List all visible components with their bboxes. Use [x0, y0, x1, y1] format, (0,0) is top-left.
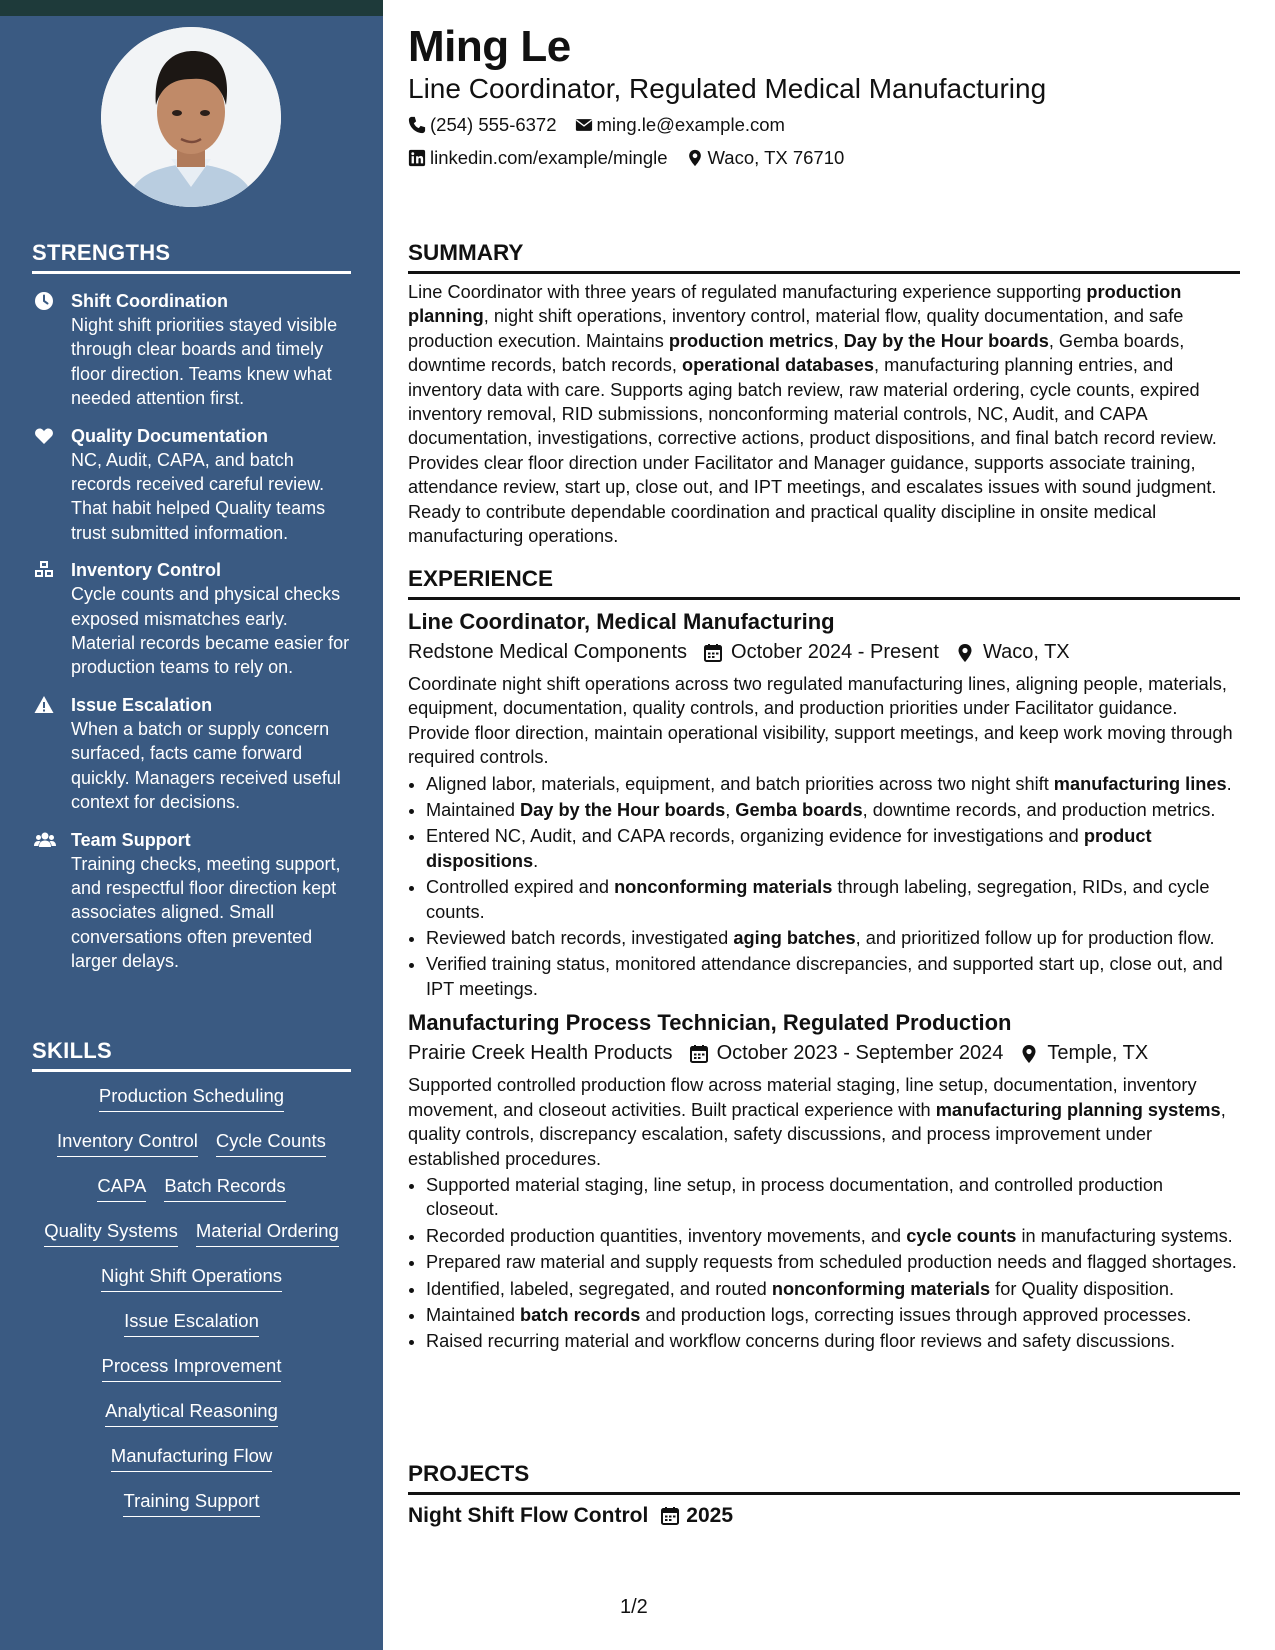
text-run: Line Coordinator with three years of regulated manufacturing experience supporting [408, 282, 1087, 302]
calendar-icon [689, 1044, 709, 1064]
job-description [408, 1073, 1240, 1171]
strength-item [32, 693, 351, 815]
skill-tag: Material Ordering [196, 1219, 339, 1247]
page-number: 1/2 [620, 1596, 648, 1618]
job-dates: October 2023 - September 2024 [716, 1042, 1004, 1065]
bullet-item [426, 1173, 1240, 1222]
text-run: , and prioritized follow up for production flow. [855, 928, 1215, 949]
contact-row [408, 114, 785, 136]
project-title: Night Shift Flow Control [408, 1504, 649, 1527]
job-entry [408, 609, 1240, 1001]
skill-tag: Training Support [123, 1489, 259, 1517]
bold-text: nonconforming materials [771, 1278, 991, 1299]
strengths-heading: STRENGTHS [32, 240, 351, 274]
summary-text [408, 280, 1240, 548]
contact-row [408, 147, 844, 169]
text-run: , manufacturing planning entries, and inventory data with care. Supports aging batch review, raw material ordering, cycle counts, expired inventory removal, RID submissions, nonconforming material controls, NC, Audit, and CAPA documentation, investigations, corrective actions, product dispositions, and final batch record review. Provides clear floor direction under Facilitator and Manager guidance, supports associate training, attendance review, start up, close out, and IPT meetings, and escalates issues with sound judgment. Ready to contribute dependable coordination and practical quality discipline in onsite medical manufacturing operations. [408, 355, 1217, 547]
skill-tag: Batch Records [164, 1174, 285, 1202]
skill-tag: Inventory Control [57, 1129, 198, 1157]
strength-title: Quality Documentation [71, 425, 269, 446]
experience-heading: EXPERIENCE [408, 566, 1240, 600]
bullet-item [426, 1250, 1240, 1274]
skills-section [32, 1038, 351, 1534]
bold-text: operational databases [681, 355, 874, 376]
skill-row [32, 1264, 351, 1309]
email-text: ming.le@example.com [596, 114, 785, 135]
summary-heading: SUMMARY [408, 240, 1240, 274]
job-entry [408, 1010, 1240, 1353]
strength-desc: Cycle counts and physical checks exposed mismatches early. Material records became easier for production teams to rely on. [71, 584, 350, 678]
text-run: Identified, labeled, segregated, and routed [426, 1278, 772, 1299]
strength-desc: Training checks, meeting support, and respectful floor direction kept associates aligned. Small conversations often prevented larger delays. [71, 853, 341, 972]
bullet-item [426, 952, 1240, 1001]
map-pin-icon [686, 149, 704, 167]
profile-photo [101, 27, 281, 207]
text-run: Entered NC, Audit, and CAPA records, organizing evidence for investigations and [426, 826, 1084, 847]
bold-text: nonconforming materials [614, 877, 833, 898]
clock-icon [34, 291, 54, 311]
skill-tag: Issue Escalation [124, 1309, 259, 1337]
text-run: Verified training status, monitored attendance discrepancies, and supported start up, close out, and IPT meetings. [426, 954, 1223, 999]
strength-title: Team Support [71, 829, 191, 850]
strengths-section [32, 240, 351, 974]
skill-tag: Cycle Counts [216, 1129, 326, 1157]
bullet-item [426, 1303, 1240, 1327]
bold-text: manufacturing planning systems [935, 1099, 1221, 1120]
skill-tag: Night Shift Operations [101, 1264, 282, 1292]
text-run: . [533, 850, 539, 871]
skill-row [32, 1219, 351, 1264]
skill-row [32, 1084, 351, 1129]
bullet-item [426, 875, 1240, 924]
skill-tag: Production Scheduling [99, 1084, 284, 1112]
text-run: , Gemba boards, downtime records, batch records, [408, 330, 1185, 376]
bullet-item [426, 1277, 1240, 1301]
job-meta [408, 641, 1240, 664]
skill-row [32, 1444, 351, 1489]
job-meta [408, 1042, 1240, 1065]
text-run: Prepared raw material and supply requests from scheduled production needs and flagged shortages. [426, 1252, 1237, 1273]
skill-row [32, 1399, 351, 1444]
text-run: Maintained [426, 1304, 521, 1325]
strength-desc: NC, Audit, CAPA, and batch records received careful review. That habit helped Quality teams trust submitted information. [71, 449, 326, 543]
job-description: Coordinate night shift operations across two regulated manufacturing lines, aligning people, materials, equipment, documentation, quality controls, and production priorities under Facilitator guidance. Provide floor direction, maintain operational visibility, support meetings, and keep work moving through required controls. [408, 674, 1233, 768]
text-run: for Quality disposition. [990, 1278, 1175, 1299]
text-run: in manufacturing systems. [1016, 1225, 1233, 1246]
skill-tag: Process Improvement [102, 1354, 282, 1382]
bold-text: batch records [520, 1304, 641, 1325]
text-run: . [1226, 773, 1232, 794]
skill-row [32, 1354, 351, 1399]
text-run: Controlled expired and [426, 877, 615, 898]
skill-row [32, 1489, 351, 1534]
strength-desc: Night shift priorities stayed visible through clear boards and timely floor direction. Teams knew what needed attention first. [71, 315, 338, 409]
text-run: Maintained [426, 800, 521, 821]
text-run: Raised recurring material and workflow concerns during floor reviews and safety discussions. [426, 1331, 1176, 1352]
bold-text: aging batches [733, 928, 856, 949]
text-run: and production logs, correcting issues through approved processes. [640, 1304, 1192, 1325]
strength-title: Shift Coordination [71, 291, 228, 311]
candidate-title: Line Coordinator, Regulated Medical Manufacturing [408, 73, 1047, 104]
job-bullets [408, 772, 1240, 1002]
heart-icon [34, 426, 54, 446]
strength-desc: When a batch or supply concern surfaced, facts came forward quickly. Managers received useful context for decisions. [71, 718, 341, 813]
experience-section [408, 566, 1240, 1356]
bold-text: manufacturing lines [1053, 773, 1227, 794]
users-icon [34, 830, 54, 850]
text-run: , [833, 330, 844, 351]
map-pin-icon [1019, 1044, 1039, 1064]
bullet-item [426, 1329, 1240, 1353]
calendar-icon [660, 1506, 680, 1526]
job-title: Manufacturing Process Technician, Regulated Production [408, 1010, 1012, 1036]
text-run: , quality controls, discrepancy escalation, safety discussions, and process improvement under established procedures. [408, 1099, 1226, 1169]
skill-tag: Quality Systems [44, 1219, 178, 1247]
bullet-item [426, 1224, 1240, 1248]
job-location: Temple, TX [1047, 1042, 1149, 1065]
skill-tag: Analytical Reasoning [105, 1399, 278, 1427]
strength-item [32, 558, 351, 680]
location-text: Waco, TX 76710 [707, 147, 845, 168]
sidebar [0, 0, 383, 1650]
skills-list [32, 1084, 351, 1534]
strength-title: Issue Escalation [71, 694, 213, 715]
bullet-item [426, 926, 1240, 950]
phone-text: (254) 555-6372 [430, 114, 557, 135]
bullet-item [426, 798, 1240, 822]
job-title: Line Coordinator, Medical Manufacturing [408, 609, 835, 634]
project-year: 2025 [686, 1504, 733, 1527]
skills-heading: SKILLS [32, 1038, 351, 1072]
bullet-item [426, 772, 1240, 796]
job-company: Prairie Creek Health Products [408, 1042, 673, 1065]
bullet-item [426, 824, 1240, 873]
text-run: Aligned labor, materials, equipment, and batch priorities across two night shift [426, 773, 1054, 794]
job-company: Redstone Medical Components [408, 641, 688, 663]
text-run: , downtime records, and production metrics. [862, 800, 1216, 821]
linkedin-contact[interactable] [408, 147, 668, 169]
bold-text: Gemba boards [735, 800, 863, 821]
bold-text: Day by the Hour boards [843, 330, 1049, 351]
skill-tag: CAPA [97, 1174, 146, 1202]
summary-section [408, 240, 1240, 548]
phone-contact[interactable] [408, 114, 557, 136]
map-pin-icon [955, 643, 975, 663]
bold-text: production planning [408, 282, 1182, 327]
job-location: Waco, TX [982, 641, 1070, 663]
linkedin-icon [408, 149, 426, 167]
skill-row [32, 1309, 351, 1354]
job-dates: October 2024 - Present [731, 641, 939, 663]
cubes-icon [34, 560, 54, 580]
candidate-name: Ming Le [408, 22, 571, 71]
skill-tag: Manufacturing Flow [111, 1444, 272, 1472]
strength-item [32, 828, 351, 974]
phone-icon [408, 116, 426, 134]
text-run: Supported controlled production flow across material staging, line setup, documentation, inventory movement, and closeout activities. Built practical experience with [408, 1075, 1197, 1120]
bold-text: Day by the Hour boards [520, 800, 726, 821]
projects-section [408, 1461, 1240, 1528]
job-bullets [408, 1173, 1240, 1354]
skill-row [32, 1174, 351, 1219]
location-contact [686, 147, 845, 169]
text-run: through labeling, segregation, RIDs, and cycle counts. [426, 877, 1210, 922]
project-entry [408, 1504, 1240, 1528]
envelope-icon [575, 116, 593, 134]
text-run: , [725, 800, 736, 821]
text-run: Reviewed batch records, investigated [426, 928, 734, 949]
projects-heading: PROJECTS [408, 1461, 1240, 1495]
warning-icon [34, 695, 54, 715]
strength-title: Inventory Control [71, 560, 222, 581]
strength-item [32, 424, 351, 546]
bold-text: product dispositions [426, 826, 1152, 871]
email-contact[interactable] [575, 114, 785, 136]
bold-text: production metrics [668, 330, 834, 351]
skill-row [32, 1129, 351, 1174]
text-run: Supported material staging, line setup, in process documentation, and controlled production closeout. [426, 1174, 1164, 1220]
text-run: Recorded production quantities, inventory movements, and [426, 1225, 907, 1246]
text-run: , night shift operations, inventory control, material flow, quality documentation, and safe production execution. Maintains [408, 306, 1184, 351]
linkedin-text: linkedin.com/example/mingle [430, 147, 668, 168]
calendar-icon [703, 643, 723, 663]
sidebar-top-bar [0, 0, 383, 16]
bold-text: cycle counts [906, 1225, 1017, 1246]
strength-item [32, 289, 351, 411]
